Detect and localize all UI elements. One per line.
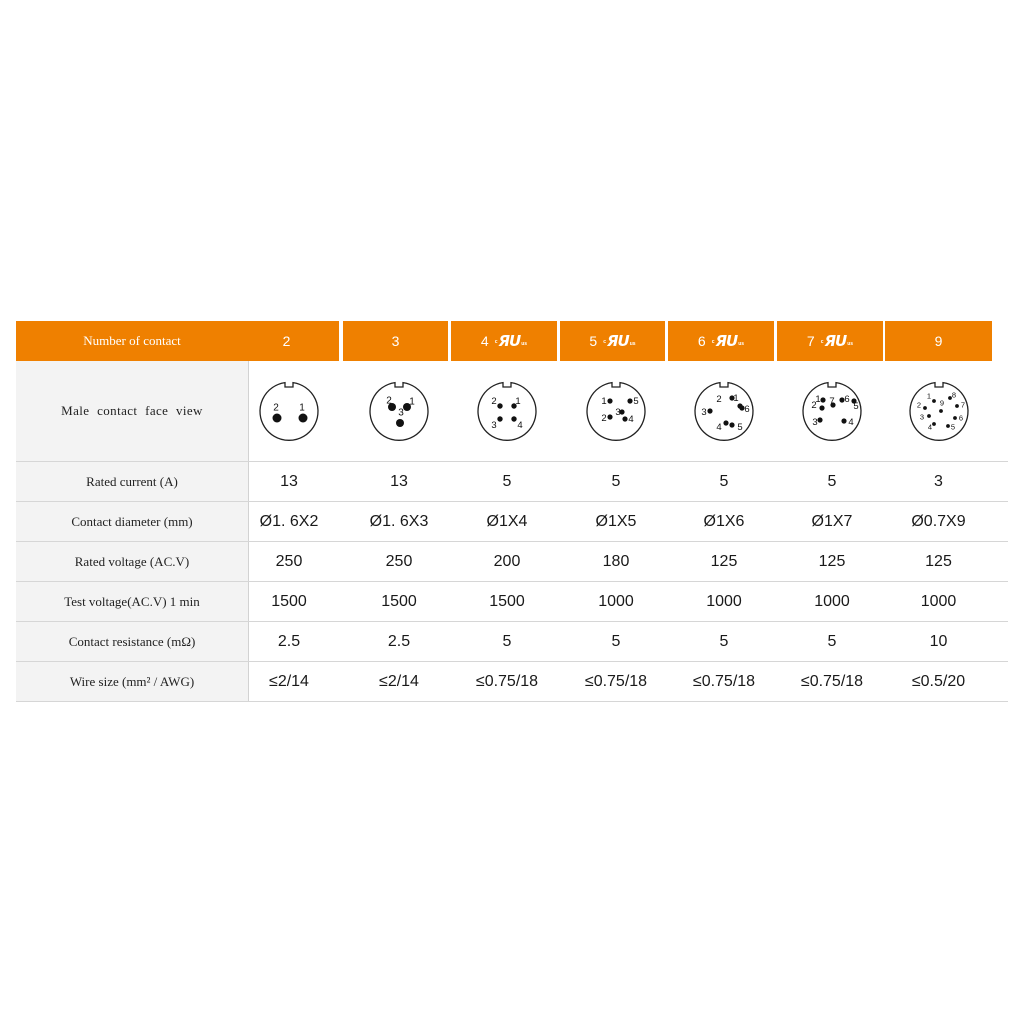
pin-dot xyxy=(622,416,627,421)
row-label: Test voltage(AC.V) 1 min xyxy=(16,582,249,621)
pin-number: 2 xyxy=(601,413,607,425)
row-label: Contact diameter (mm) xyxy=(16,502,249,541)
connector-face-icon xyxy=(907,379,971,443)
contact-count: 7 xyxy=(806,333,815,349)
pin-number: 3 xyxy=(812,417,818,429)
pin-dot xyxy=(819,405,824,410)
pin-number: 4 xyxy=(848,417,854,429)
pin-number: 1 xyxy=(926,391,931,401)
pin-dot xyxy=(497,403,502,408)
header-contact-5 xyxy=(560,321,665,361)
header-contact-2 xyxy=(234,321,339,361)
pin-number: 5 xyxy=(853,401,859,413)
connector-face-icon xyxy=(367,379,431,443)
pin-number: 1 xyxy=(515,396,521,408)
spec-value: Ø1X4 xyxy=(486,512,528,530)
pin-number: 3 xyxy=(615,407,621,419)
pin-dot xyxy=(723,420,728,425)
connector-shell-outline xyxy=(803,383,861,441)
ul-certification-icon xyxy=(494,331,528,350)
spec-row xyxy=(16,622,1008,662)
ul-us-text: us xyxy=(521,340,528,347)
ul-certification-icon xyxy=(820,331,854,350)
pin-dot xyxy=(299,414,308,423)
face-view-row xyxy=(16,361,1008,462)
pin-number: 6 xyxy=(958,413,963,423)
pin-number: 4 xyxy=(716,422,722,434)
spec-row xyxy=(16,662,1008,702)
spec-value: 1000 xyxy=(706,592,742,610)
pin-dot xyxy=(627,398,632,403)
pin-dot xyxy=(820,397,825,402)
spec-value: 5 xyxy=(719,472,729,490)
connector-face-icon xyxy=(257,379,321,443)
ul-us-text: us xyxy=(847,340,854,347)
spec-value: ≤0.75/18 xyxy=(475,672,539,690)
spec-value: ≤2/14 xyxy=(379,672,419,690)
pin-number: 3 xyxy=(701,407,707,419)
spec-value: 10 xyxy=(929,632,948,650)
pin-number: 5 xyxy=(950,422,955,432)
spec-value: Ø0.7X9 xyxy=(911,512,966,530)
spec-value: 5 xyxy=(827,472,837,490)
header-label: Number of contact xyxy=(16,321,248,361)
pin-number: 1 xyxy=(815,394,821,406)
pin-dot xyxy=(511,416,516,421)
spec-value: 1500 xyxy=(381,592,417,610)
pin-dot xyxy=(955,404,959,408)
spec-value: 125 xyxy=(925,552,952,570)
pin-dot xyxy=(273,414,282,423)
header-row xyxy=(16,321,1008,361)
spec-table xyxy=(16,321,1008,702)
spec-row xyxy=(16,462,1008,502)
pin-number: 5 xyxy=(737,422,743,434)
pin-number: 1 xyxy=(299,402,305,414)
spec-value: 250 xyxy=(385,552,413,570)
pin-number: 1 xyxy=(733,393,739,405)
ul-certification-icon xyxy=(603,331,636,350)
ul-ur-text: ЯU xyxy=(607,331,629,350)
spec-value: 2.5 xyxy=(277,632,301,650)
pin-dot xyxy=(932,422,936,426)
connector-shell-outline xyxy=(260,383,318,441)
pin-number: 5 xyxy=(633,396,639,408)
contact-count: 6 xyxy=(697,333,706,349)
pin-dot xyxy=(707,408,712,413)
connector-face-cell xyxy=(344,361,454,461)
spec-value: 200 xyxy=(493,552,521,570)
pin-number: 2 xyxy=(916,400,921,410)
spec-value: Ø1X7 xyxy=(811,512,853,530)
connector-face-cell xyxy=(561,361,671,461)
pin-number: 2 xyxy=(386,395,392,407)
pin-dot xyxy=(607,414,612,419)
spec-value: 1500 xyxy=(489,592,525,610)
pin-number: 7 xyxy=(960,400,965,410)
ul-ur-text: ЯU xyxy=(498,331,521,350)
row-label: Male contact face view xyxy=(16,361,249,461)
pin-number: 3 xyxy=(919,412,924,422)
connector-face-icon xyxy=(584,379,648,443)
spec-row xyxy=(16,502,1008,542)
spec-value: 5 xyxy=(502,472,512,490)
contact-count: 5 xyxy=(589,333,598,349)
pin-number: 2 xyxy=(491,396,497,408)
spec-value: 13 xyxy=(390,472,408,490)
pin-number: 1 xyxy=(601,396,607,408)
spec-value: 1500 xyxy=(271,592,307,610)
spec-value: ≤0.5/20 xyxy=(911,672,966,690)
ul-ur-text: ЯU xyxy=(824,331,847,350)
contact-count: 3 xyxy=(391,333,400,349)
spec-value: 2.5 xyxy=(387,632,411,650)
spec-row xyxy=(16,582,1008,622)
pin-number: 6 xyxy=(744,404,750,416)
connector-face-cell xyxy=(234,361,344,461)
pin-dot xyxy=(729,422,734,427)
spec-value: ≤0.75/18 xyxy=(584,672,648,690)
ul-us-text: us xyxy=(738,340,745,347)
ul-c-text: c xyxy=(494,338,498,345)
spec-value: 250 xyxy=(275,552,303,570)
ul-certification-icon xyxy=(711,331,745,350)
spec-value: 180 xyxy=(602,552,630,570)
header-contact-9 xyxy=(885,321,992,361)
pin-dot xyxy=(396,419,404,427)
pin-dot xyxy=(607,398,612,403)
connector-face-icon xyxy=(800,379,864,443)
pin-number: 3 xyxy=(398,407,404,419)
spec-value: ≤0.75/18 xyxy=(800,672,864,690)
contact-count: 2 xyxy=(282,333,291,349)
pin-dot xyxy=(817,417,822,422)
connector-face-cell xyxy=(669,361,779,461)
ul-ur-text: ЯU xyxy=(715,331,738,350)
pin-dot xyxy=(953,416,957,420)
connector-shell-outline xyxy=(910,383,968,441)
spec-value: 1000 xyxy=(920,592,957,610)
pin-dot xyxy=(939,409,943,413)
contact-count: 9 xyxy=(934,333,943,349)
pin-dot xyxy=(927,414,931,418)
pin-number: 8 xyxy=(951,390,956,400)
connector-face-cell xyxy=(452,361,562,461)
pin-number: 6 xyxy=(844,394,850,406)
pin-dot xyxy=(497,416,502,421)
pin-dot xyxy=(946,424,950,428)
pin-number: 7 xyxy=(829,396,835,408)
spec-value: Ø1X6 xyxy=(703,512,745,530)
pin-number: 2 xyxy=(811,400,817,412)
connector-face-cell xyxy=(885,361,992,461)
header-contact-7 xyxy=(777,321,883,361)
header-contact-4 xyxy=(451,321,557,361)
pin-number: 9 xyxy=(939,398,944,408)
spec-row xyxy=(16,542,1008,582)
pin-number: 1 xyxy=(409,396,415,408)
spec-value: 1000 xyxy=(814,592,850,610)
connector-face-icon xyxy=(692,379,756,443)
pin-number: 4 xyxy=(927,422,932,432)
spec-value: 5 xyxy=(502,632,512,650)
spec-value: 125 xyxy=(710,552,738,570)
row-label: Rated current (A) xyxy=(16,462,249,501)
connector-shell-outline xyxy=(478,383,536,441)
pin-number: 2 xyxy=(716,394,722,406)
spec-value: ≤0.75/18 xyxy=(692,672,756,690)
spec-value: 5 xyxy=(611,472,621,490)
contact-count: 4 xyxy=(480,333,489,349)
ul-us-text: us xyxy=(629,340,636,347)
connector-face-cell xyxy=(777,361,887,461)
spec-value: Ø1. 6X2 xyxy=(259,512,319,530)
spec-value: Ø1. 6X3 xyxy=(369,512,429,530)
connector-face-icon xyxy=(475,379,539,443)
pin-number: 4 xyxy=(628,414,634,426)
spec-value: 5 xyxy=(719,632,729,650)
header-contact-3 xyxy=(343,321,448,361)
spec-value: 13 xyxy=(280,472,298,490)
spec-value: 1000 xyxy=(598,592,634,610)
row-label: Contact resistance (mΩ) xyxy=(16,622,249,661)
pin-dot xyxy=(923,406,927,410)
pin-number: 4 xyxy=(517,420,523,432)
pin-dot xyxy=(932,399,936,403)
spec-value: Ø1X5 xyxy=(595,512,637,530)
spec-value: 5 xyxy=(611,632,621,650)
ul-c-text: c xyxy=(603,338,606,345)
pin-dot xyxy=(841,418,846,423)
spec-value: 5 xyxy=(827,632,837,650)
spec-value: 125 xyxy=(818,552,846,570)
ul-c-text: c xyxy=(711,338,715,345)
spec-value: 3 xyxy=(934,472,943,490)
row-label: Rated voltage (AC.V) xyxy=(16,542,249,581)
pin-number: 3 xyxy=(491,420,497,432)
header-contact-6 xyxy=(668,321,774,361)
ul-c-text: c xyxy=(820,338,824,345)
row-label: Wire size (mm² / AWG) xyxy=(16,662,249,701)
spec-value: ≤2/14 xyxy=(269,672,309,690)
pin-number: 2 xyxy=(273,402,279,414)
